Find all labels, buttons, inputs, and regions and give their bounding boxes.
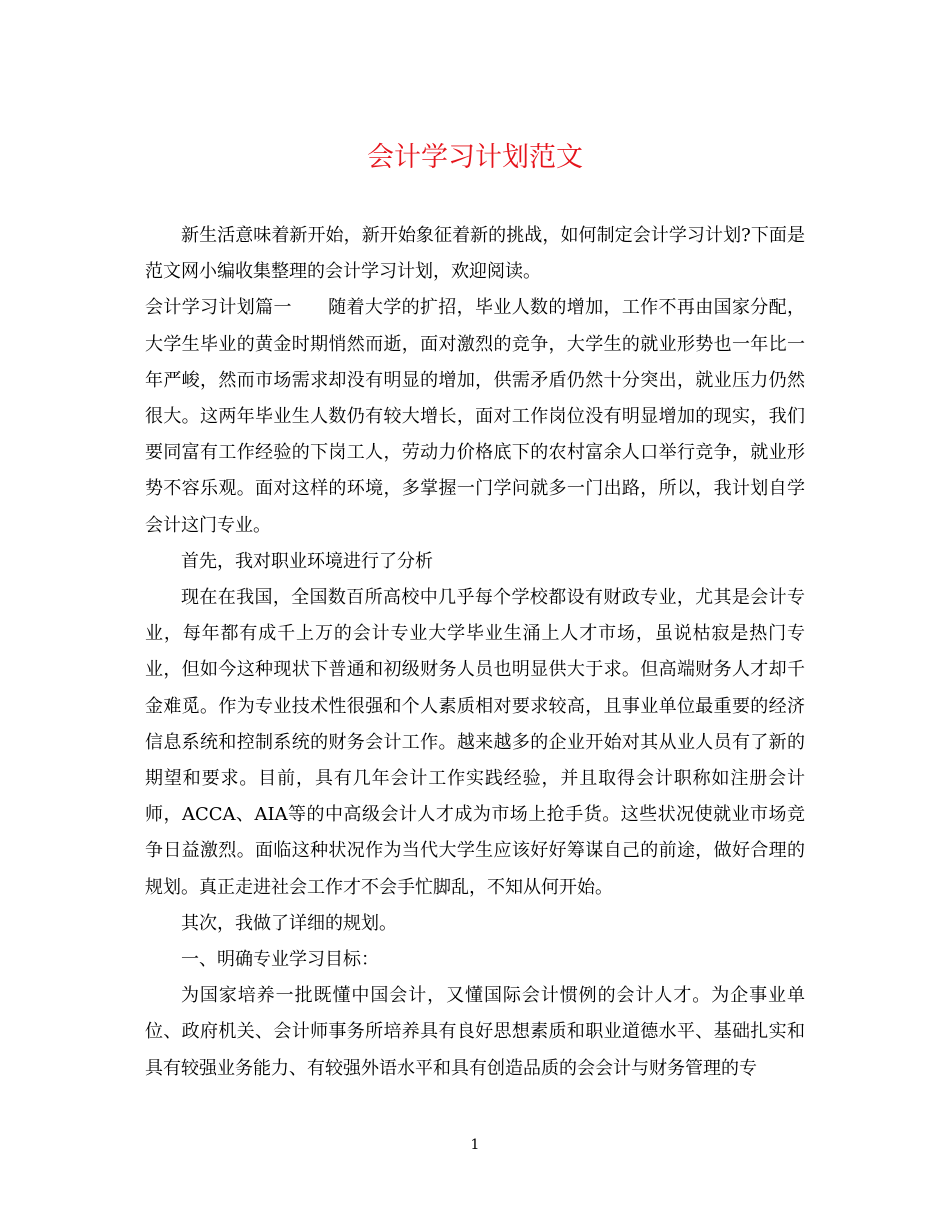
plan-heading: 其次，我做了详细的规划。	[181, 912, 397, 934]
goal-paragraph: 为国家培养一批既懂中国会计，又懂国际会计惯例的会计人才。为企事业单位、政府机关、会计师事务所培养具有良好思想素质和职业道德水平、基础扎实和具有较强业务能力、有较强外语水平和具有创造品质的会会计与财务管理的专	[145, 985, 805, 1079]
document-title: 会计学习计划范文	[367, 142, 583, 173]
section-first-paragraph: 随着大学的扩招，毕业人数的增加，工作不再由国家分配，大学生毕业的黄金时期悄然而逝，面对激烈的竞争，大学生的就业形势也一年比一年严峻，然而市场需求却没有明显的增加，供需矛盾仍然十分突出，就业压力仍然很大。这两年毕业生人数仍有较大增长，面对工作岗位没有明显增加的现实，我们要同富有工作经验的下岗工人，劳动力价格底下的农村富余人口举行竞争，就业形势不容乐观。面对这样的环境，多掌握一门学问就多一门出路，所以，我计划自学会计这门专业。	[145, 297, 806, 536]
analysis-paragraph: 现在在我国，全国数百所高校中几乎每个学校都设有财政专业，尤其是会计专业，每年都有成千上万的会计专业大学毕业生涌上人才市场，虽说枯寂是热门专业，但如今这种现状下普通和初级财务人员也明显供大于求。但高端财务人才却千金难觅。作为专业技术性很强和个人素质相对要求较高，且事业单位最重要的经济信息系统和控制系统的财务会计工作。越来越多的企业开始对其从业人员有了新的期望和要求。目前，具有几年会计工作实践经验，并且取得会计职称如注册会计师，ACCA、AIA等的中高级会计人才成为市场上抢手货。这些状况使就业市场竞争日益激烈。面临这种状况作为当代大学生应该好好筹谋自己的前途，做好合理的规划。真正走进社会工作才不会手忙脚乱，不知从何开始。	[145, 587, 805, 898]
section-heading: 会计学习计划篇一	[145, 297, 292, 319]
section-one-paragraph	[145, 290, 805, 543]
document-body	[145, 218, 805, 1087]
page-number: 1	[470, 1137, 480, 1153]
intro-paragraph: 新生活意味着新开始，新开始象征着新的挑战，如何制定会计学习计划?下面是范文网小编收集整理的会计学习计划，欢迎阅读。	[145, 225, 805, 283]
analysis-heading: 首先，我对职业环境进行了分析	[181, 550, 433, 572]
goal-heading: 一、明确专业学习目标：	[181, 949, 379, 971]
